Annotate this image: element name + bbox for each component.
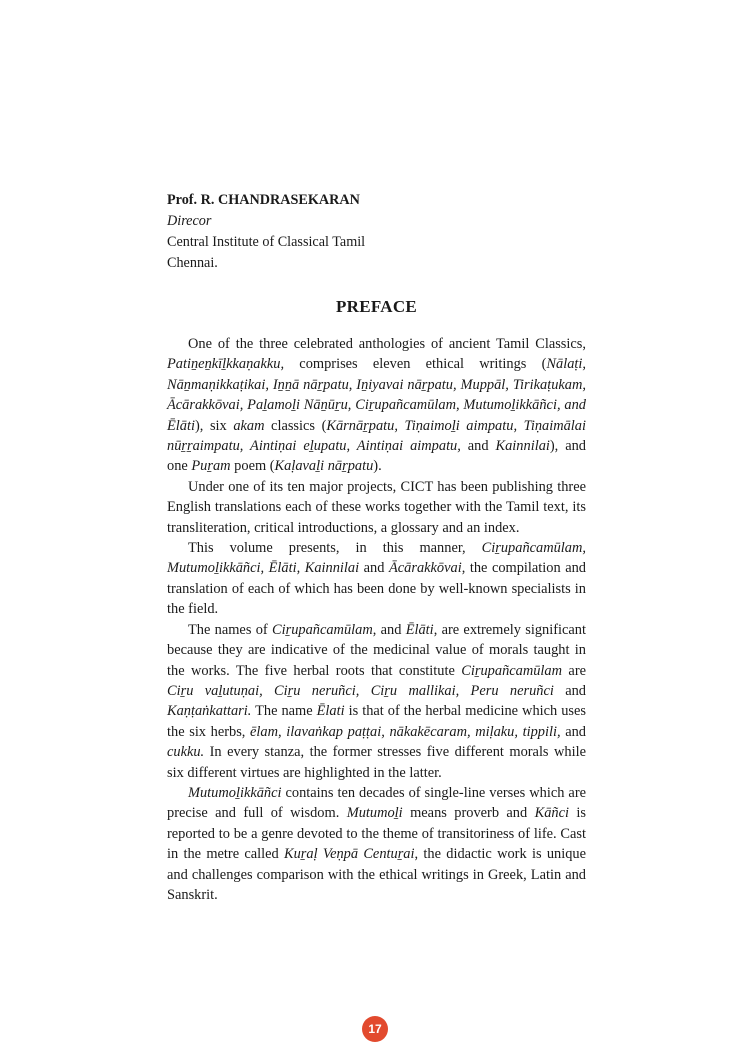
italic-term: Mutumoḻi xyxy=(346,805,403,822)
italic-term: cukku. xyxy=(167,744,205,761)
italic-term: Patiṉeṉkīḻkkaṇakku, xyxy=(167,356,285,373)
text-run: , are extremely significant because they are indicative of the medicinal value of morals taught in the works. The five herbal roots that constitute xyxy=(167,621,586,679)
text-run: is reported to be a genre devoted to the theme of transitoriness of life. Cast in the metre called xyxy=(167,805,587,863)
text-run: and xyxy=(359,560,389,577)
page-content xyxy=(167,190,586,905)
italic-term: Kārnāṟpatu, Tiṇaimoḻi aimpatu, Tiṇaimālai nūṟṟaimpatu, Aintiṇai eḻupatu, Aintiṇai aimpatu, xyxy=(167,417,586,455)
italic-term: Kuṟaḷ Veṇpā Centuṟai xyxy=(284,846,415,863)
italic-term: Kaḷavaḻi nāṟpatu xyxy=(274,458,374,475)
italic-term: Nālaṭi, Nāṉmaṇikkaṭikai, Iṉṉā nāṟpatu, Iṉiyavai nāṟpatu, Muppāl, Tirikaṭukam, Ācārakkōvai, Paḻamoḻi Nāṉūṟu, Ciṟupañcamūlam, Mutumoḻikkāñci, and Ēlāti xyxy=(167,356,586,434)
italic-term: Kaṇṭaṅkattari. xyxy=(167,703,252,720)
text-run: ). xyxy=(373,458,382,475)
paragraph xyxy=(167,783,586,905)
italic-term: Ciṟu vaḻutuṇai, Ciṟu neruñci, Ciṟu mallikai, Peru neruñci xyxy=(167,682,554,699)
paragraph xyxy=(167,477,586,538)
italic-term: Kāñci xyxy=(534,805,569,822)
text-run: ), six xyxy=(194,417,234,434)
page-title: PREFACE xyxy=(335,297,418,316)
italic-term: Ciṟupañcamūlam xyxy=(461,662,563,679)
author-name: Prof. R. CHANDRASEKARAN xyxy=(167,192,360,208)
text-run: and xyxy=(553,682,586,699)
italic-term: Ciṟupañcamūlam xyxy=(272,621,373,638)
text-run: ), and one xyxy=(167,438,586,475)
text-run: , the compilation and translation of each of which has been done by well-known specialists in the field. xyxy=(167,560,586,618)
italic-term: Kainnilai xyxy=(495,438,550,455)
text-run: , the didactic work is unique and challenges comparison with the ethical writings in Greek, Latin and Sanskrit. xyxy=(167,846,586,903)
page-number-badge: 17 xyxy=(362,1016,388,1042)
author-city: Chennai. xyxy=(167,255,218,271)
text-run: is that of the herbal medicine which uses the six herbs, xyxy=(167,703,586,740)
text-run: This volume presents, in this manner, xyxy=(188,540,482,557)
preface-body xyxy=(167,334,586,905)
text-run: comprises eleven ethical writings ( xyxy=(284,356,547,373)
text-run: In every stanza, the former stresses five different morals while six different virtues are highlighted in the latter. xyxy=(167,744,586,781)
italic-term: Ēlati xyxy=(316,703,345,720)
text-run: and xyxy=(460,438,496,455)
italic-term: Ēlāti xyxy=(405,621,434,638)
author-block xyxy=(167,190,586,274)
italic-term: Mutumoḻikkāñci xyxy=(188,784,282,801)
italic-term: ēlam, ilavaṅkap paṭṭai, nākakēcaram, miḷaku, tippili, xyxy=(250,723,561,740)
paragraph xyxy=(167,620,586,783)
text-run: and xyxy=(560,723,586,740)
paragraph xyxy=(167,334,586,477)
text-run: The names of xyxy=(188,621,272,638)
italic-term: Ciṟupañcamūlam, Mutumoḻikkāñci, Ēlāti, Kainnilai xyxy=(167,540,586,577)
author-institute: Central Institute of Classical Tamil xyxy=(167,234,366,250)
text-run: are xyxy=(562,662,586,679)
text-run: means proverb and xyxy=(402,805,535,822)
italic-term: Ācārakkōvai xyxy=(388,560,462,577)
text-run: contains ten decades of single-line verses which are precise and full of wisdom. xyxy=(167,784,586,822)
text-run: Under one of its ten major projects, CICT has been publishing three English translations each of these works together with the Tamil text, its transliteration, critical introductions, a glossary and an index. xyxy=(167,478,586,536)
italic-term: akam xyxy=(233,417,265,434)
text-run: , and xyxy=(372,621,406,638)
italic-term: Puṟam xyxy=(191,458,231,475)
paragraph xyxy=(167,538,586,620)
author-role: Direcor xyxy=(167,213,212,229)
text-run: classics ( xyxy=(264,417,327,434)
text-run: poem ( xyxy=(230,458,275,475)
text-run: One of the three celebrated anthologies of ancient Tamil Classics, xyxy=(188,336,586,352)
text-run: The name xyxy=(251,703,317,720)
